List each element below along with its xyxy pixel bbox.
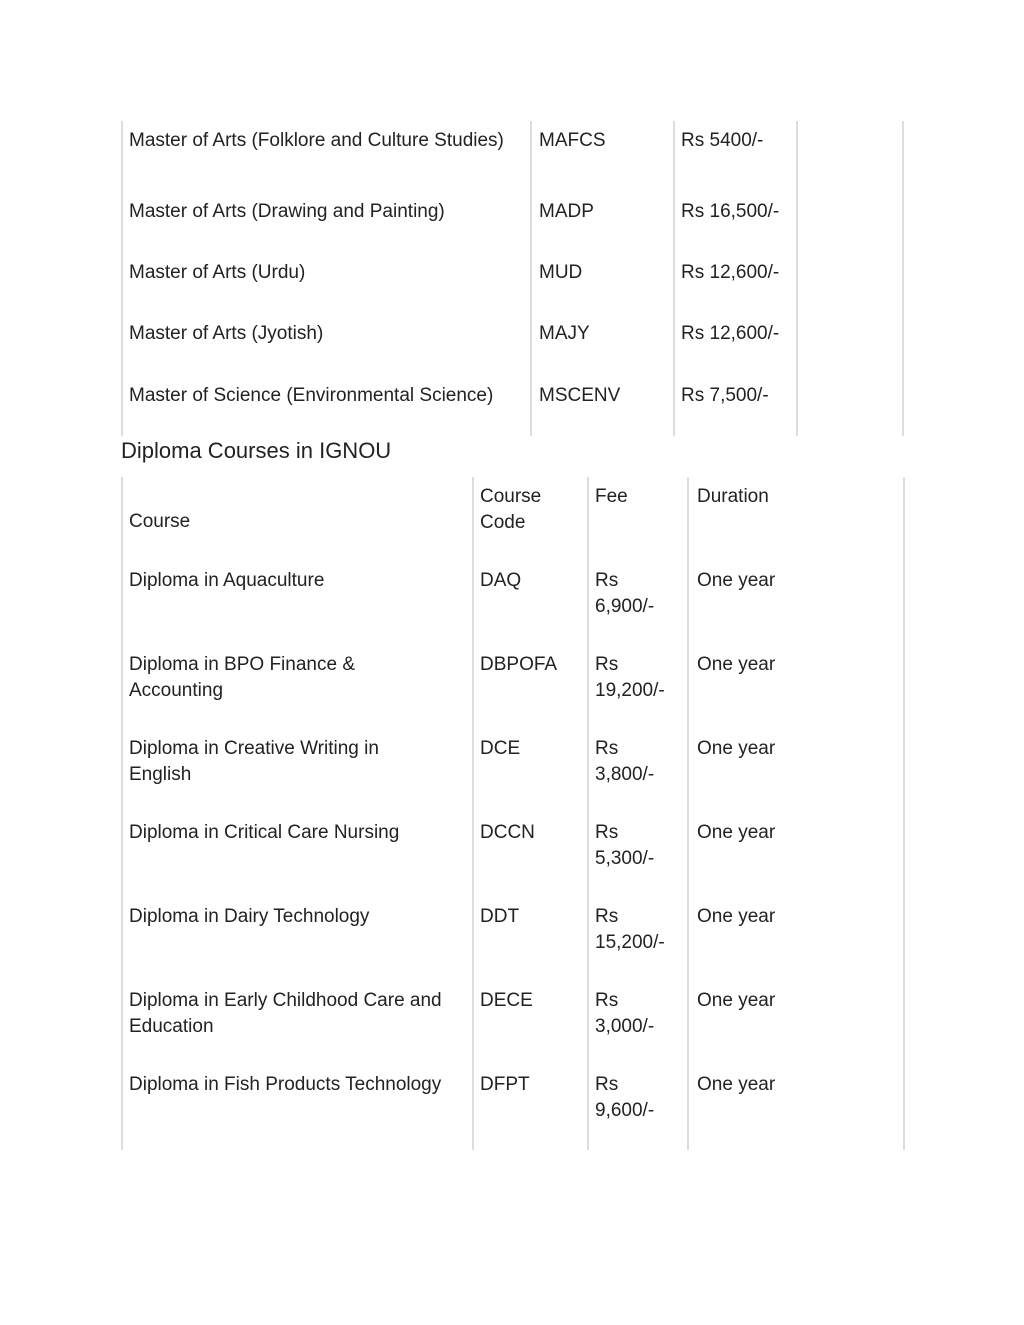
- course-name-cell: Diploma in Fish Products Technology: [129, 1074, 442, 1095]
- course-name-cell: Diploma in Dairy Technology: [129, 906, 370, 927]
- course-name-cell: Diploma in BPO Finance & Accounting: [129, 654, 355, 701]
- course-code-cell: MAFCS: [539, 130, 606, 151]
- table-border: [121, 121, 123, 436]
- course-fee-cell: Rs 12,600/-: [681, 323, 780, 344]
- column-header-course: Course: [129, 511, 191, 532]
- course-fee-cell: Rs 5,300/-: [595, 822, 655, 869]
- diploma-courses-table: [121, 477, 905, 1150]
- masters-courses-table: [121, 121, 904, 436]
- course-fee-cell: Rs 6,900/-: [595, 570, 655, 617]
- course-fee-cell: Rs 12,600/-: [681, 262, 780, 283]
- course-name-cell: Master of Arts (Drawing and Painting): [129, 201, 445, 222]
- column-header-duration: Duration: [697, 486, 769, 507]
- course-code-cell: DDT: [480, 906, 520, 927]
- course-fee-cell: Rs 3,800/-: [595, 738, 655, 785]
- course-duration-cell: One year: [697, 654, 776, 675]
- course-name-cell: Master of Science (Environmental Science): [129, 385, 494, 406]
- column-divider: [472, 477, 474, 1150]
- section-heading: Diploma Courses in IGNOU: [121, 438, 392, 463]
- course-fee-cell: Rs 15,200/-: [595, 906, 665, 953]
- course-code-cell: DCCN: [480, 822, 535, 843]
- course-name-cell: Diploma in Critical Care Nursing: [129, 822, 400, 843]
- column-header-fee: Fee: [595, 486, 628, 507]
- course-code-cell: MAJY: [539, 323, 590, 344]
- course-code-cell: DFPT: [480, 1074, 530, 1095]
- table-border: [903, 477, 905, 1150]
- course-duration-cell: One year: [697, 570, 776, 591]
- column-divider: [587, 477, 589, 1150]
- course-fee-cell: Rs 3,000/-: [595, 990, 655, 1037]
- course-fee-cell: Rs 19,200/-: [595, 654, 665, 701]
- table-border: [121, 477, 123, 1150]
- course-code-cell: DCE: [480, 738, 521, 759]
- course-duration-cell: One year: [697, 906, 776, 927]
- course-fee-cell: Rs 9,600/-: [595, 1074, 655, 1121]
- course-name-cell: Master of Arts (Folklore and Culture Studies): [129, 130, 504, 151]
- column-header-code: Course Code: [480, 486, 542, 533]
- course-name-cell: Master of Arts (Urdu): [129, 262, 306, 283]
- column-divider: [687, 477, 689, 1150]
- course-code-cell: MUD: [539, 262, 583, 283]
- course-fee-cell: Rs 5400/-: [681, 130, 764, 151]
- column-divider: [530, 121, 532, 436]
- course-duration-cell: One year: [697, 822, 776, 843]
- course-name-cell: Diploma in Creative Writing in English: [129, 738, 379, 785]
- course-code-cell: MSCENV: [539, 385, 621, 406]
- course-duration-cell: One year: [697, 990, 776, 1011]
- course-code-cell: DECE: [480, 990, 533, 1011]
- table-border: [902, 121, 904, 436]
- course-code-cell: MADP: [539, 201, 594, 222]
- course-code-cell: DBPOFA: [480, 654, 558, 675]
- course-duration-cell: One year: [697, 738, 776, 759]
- course-code-cell: DAQ: [480, 570, 522, 591]
- column-divider: [673, 121, 675, 436]
- course-fee-cell: Rs 16,500/-: [681, 201, 780, 222]
- course-name-cell: Master of Arts (Jyotish): [129, 323, 324, 344]
- course-fee-cell: Rs 7,500/-: [681, 385, 769, 406]
- course-name-cell: Diploma in Aquaculture: [129, 570, 325, 591]
- column-divider: [796, 121, 798, 436]
- course-name-cell: Diploma in Early Childhood Care and Education: [129, 990, 442, 1037]
- course-duration-cell: One year: [697, 1074, 776, 1095]
